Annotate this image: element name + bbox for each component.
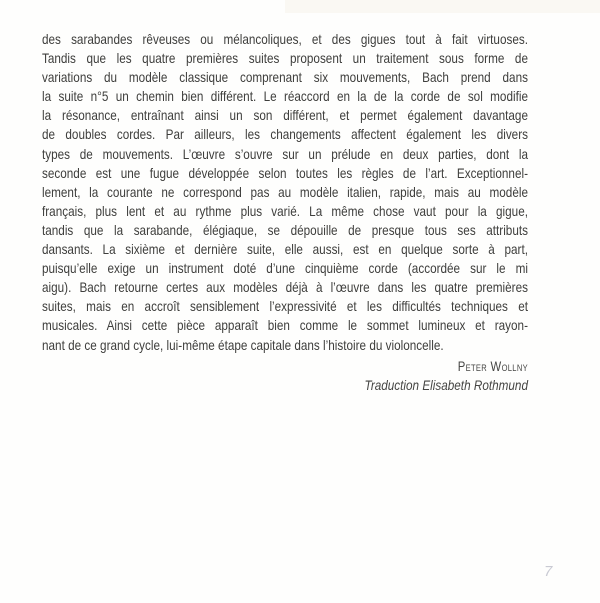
body-text-line: Tandis que les quatre premières suites proposent un traitement sous forme de	[42, 50, 528, 67]
body-text-line: aigu). Bach retourne certes aux modèles déjà à l’œuvre dans les quatre premières	[42, 279, 528, 296]
body-text-line: la résonance, entraînant ainsi un son différent, et permet également davantage	[42, 107, 528, 124]
body-text-line: des sarabandes rêveuses ou mélancoliques, et des gigues tout à fait virtuoses.	[42, 31, 528, 47]
text-column	[42, 30, 528, 395]
author-name: Peter Wollny	[457, 358, 528, 374]
body-text-line: variations du modèle classique comprenant six mouvements, Bach prend dans	[42, 69, 528, 86]
body-text-line: suites, mais en accroît sensiblement l’expressivité et les difficultés techniques et	[42, 298, 528, 315]
body-text-line: seconde est une fugue développée selon toutes les règles de l’art. Exceptionnel-	[42, 164, 528, 181]
scan-edge-artifact	[285, 0, 600, 13]
body-text-line: types de mouvements. L’œuvre s’ouvre sur un prélude en deux parties, dont la	[42, 145, 528, 162]
body-text-line: français, plus lent et au rythme plus varié. La même chose vaut pour la gigue,	[42, 202, 528, 219]
body-text-line: lement, la courante ne correspond pas au modèle italien, rapide, mais au modèle	[42, 183, 528, 200]
body-text-line: musicales. Ainsi cette pièce apparaît bien comme le sommet lumineux et rayon-	[42, 317, 528, 334]
body-text	[42, 30, 528, 355]
body-text-line: tandis que la sarabande, élégiaque, se dépouille de presque tous ses attributs	[42, 221, 528, 238]
body-text-line: de doubles cordes. Par ailleurs, les changements affectent également les divers	[42, 126, 528, 143]
body-text-line: nant de ce grand cycle, lui-même étape capitale dans l’histoire du violoncelle.	[42, 336, 444, 353]
body-text-line: la suite n°5 un chemin bien différent. Le réaccord en la de la corde de sol modifie	[42, 88, 528, 105]
body-text-line: puisqu’elle exige un instrument doté d’une cinquième corde (accordée sur le mi	[42, 260, 528, 277]
signature-block	[42, 358, 528, 395]
translation-credit: Traduction Elisabeth Rothmund	[364, 376, 528, 393]
body-text-line: dansants. La sixième et dernière suite, elle aussi, est en quelque sorte à part,	[42, 241, 528, 258]
page-number: 7	[544, 563, 553, 580]
